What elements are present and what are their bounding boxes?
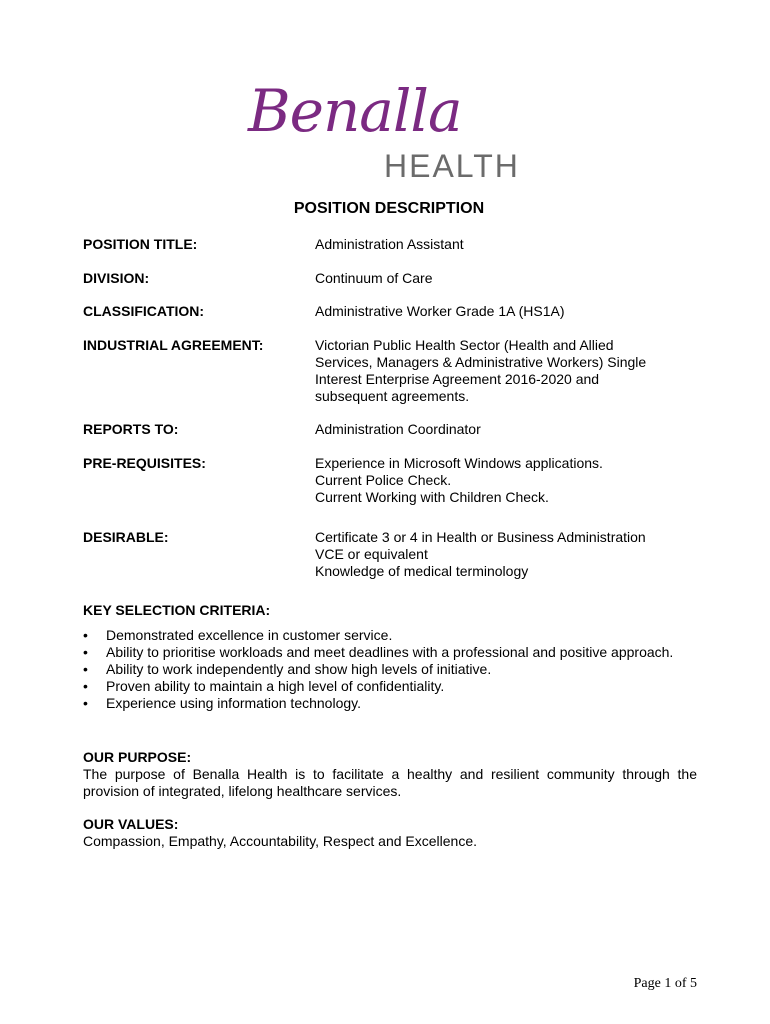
bullet-icon: • [83,678,88,694]
field-value-line: Services, Managers & Administrative Workers) Single [315,354,647,370]
bullet-icon: • [83,661,88,677]
purpose-text: The purpose of Benalla Health is to facilitate a healthy and resilient community through the provision of integrated, lifelong healthcare services. [83,766,697,799]
field-value-line: Administration Assistant [315,236,464,252]
field-value [315,455,705,506]
logo-script-text: Benalla [248,77,462,145]
field-value-line: Experience in Microsoft Windows applications. [315,455,603,471]
document-title: POSITION DESCRIPTION [293,200,485,217]
field-label: DIVISION: [83,270,150,286]
field-value-line: Victorian Public Health Sector (Health and Allied [315,337,614,353]
field-value-line: VCE or equivalent [315,546,428,562]
field-value-line: Current Police Check. [315,472,452,488]
field-value-line: Knowledge of medical terminology [315,563,529,579]
field-value [315,270,705,287]
field-value [315,529,705,580]
bullet-icon: • [83,644,88,660]
page-number: Page 1 of 5 [633,976,697,991]
key-selection-list [83,627,697,712]
purpose-heading: OUR PURPOSE: [83,749,192,765]
field-label: POSITION TITLE: [83,236,198,252]
values-heading: OUR VALUES: [83,816,179,832]
list-item [83,661,697,678]
field-label: REPORTS TO: [83,421,179,437]
list-item-text: Ability to prioritise workloads and meet deadlines with a professional and positive approach. [106,644,674,660]
field-label: INDUSTRIAL AGREEMENT: [83,337,264,353]
list-item-text: Experience using information technology. [106,695,362,711]
values-text: Compassion, Empathy, Accountability, Respect and Excellence. [83,833,478,849]
field-value-line: Certificate 3 or 4 in Health or Business Administration [315,529,646,545]
list-item [83,644,697,661]
benalla-health-logo [248,78,538,188]
list-item [83,627,697,644]
field-value-line: Administrative Worker Grade 1A (HS1A) [315,303,565,319]
field-value [315,337,705,405]
list-item-text: Proven ability to maintain a high level of confidentiality. [106,678,445,694]
field-label: PRE-REQUISITES: [83,455,206,471]
field-value [315,236,705,253]
logo-health-text: HEALTH [384,148,520,184]
key-selection-heading: KEY SELECTION CRITERIA: [83,602,271,618]
list-item [83,695,697,712]
field-value [315,421,705,438]
list-item-text: Ability to work independently and show high levels of initiative. [106,661,492,677]
list-item-text: Demonstrated excellence in customer service. [106,627,393,643]
field-label: CLASSIFICATION: [83,303,205,319]
field-label: DESIRABLE: [83,529,169,545]
field-value-line: subsequent agreements. [315,388,470,404]
field-value-line: Interest Enterprise Agreement 2016-2020 and [315,371,600,387]
field-value-line: Current Working with Children Check. [315,489,549,505]
bullet-icon: • [83,627,88,643]
field-value-line: Administration Coordinator [315,421,481,437]
field-value [315,303,705,320]
field-value-line: Continuum of Care [315,270,433,286]
bullet-icon: • [83,695,88,711]
list-item [83,678,697,695]
